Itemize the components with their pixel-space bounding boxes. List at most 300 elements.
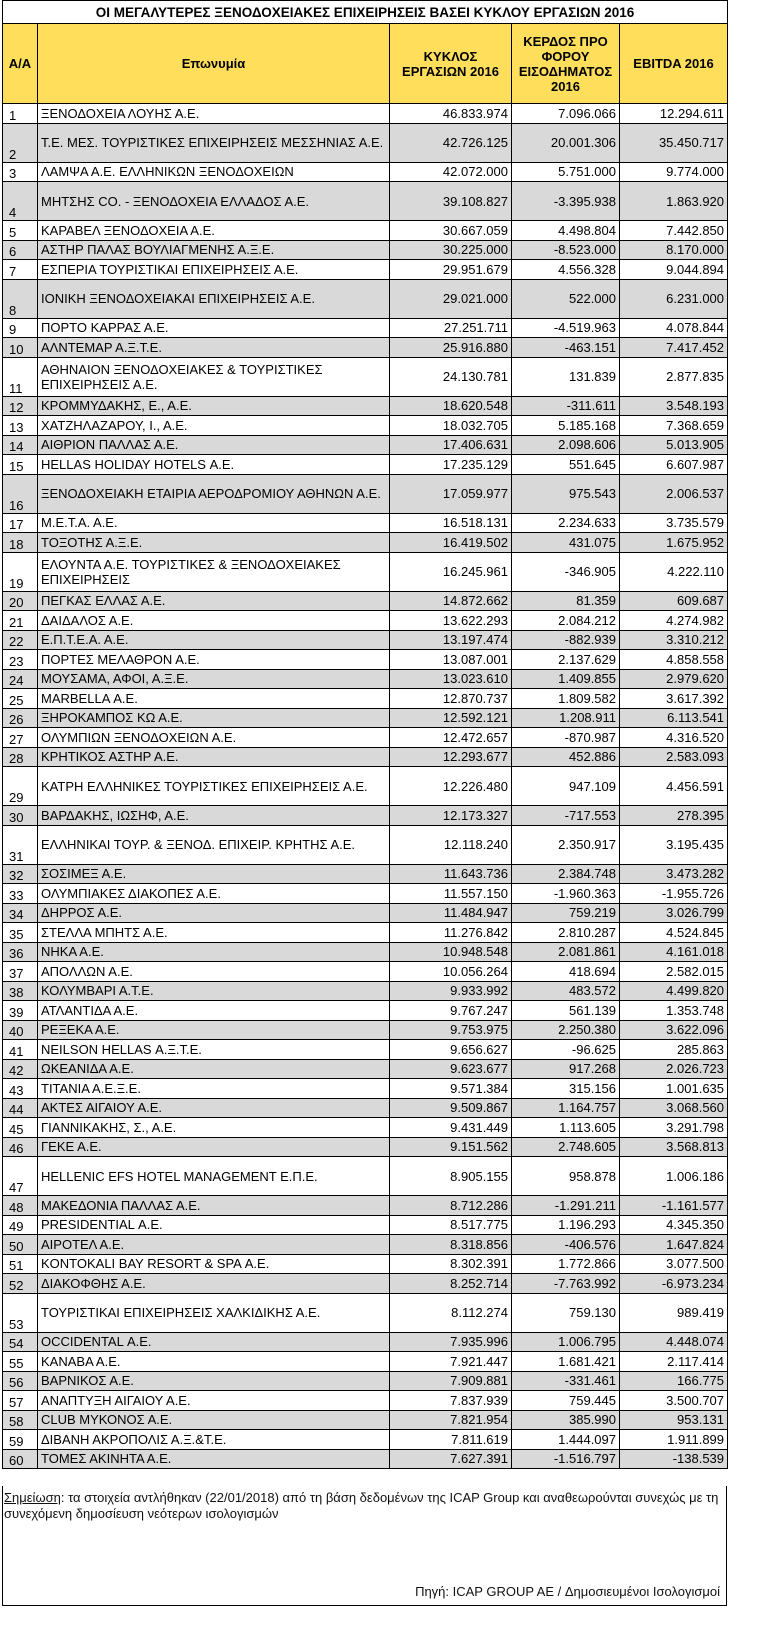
company-name: ΟΛΥΜΠΙΩΝ ΞΕΝΟΔΟΧΕΙΩΝ Α.Ε.: [38, 728, 390, 748]
revenue-value: 12.870.737: [390, 689, 512, 709]
header-index: Α/Α: [3, 24, 38, 104]
company-name: ΞΕΝΟΔΟΧΕΙΑΚΗ ΕΤΑΙΡΙΑ ΑΕΡΟΔΡΟΜΙΟΥ ΑΘΗΝΩΝ Α.Ε.: [38, 474, 390, 513]
company-name: Τ.Ε. ΜΕΣ. ΤΟΥΡΙΣΤΙΚΕΣ ΕΠΙΧΕΙΡΗΣΕΙΣ ΜΕΣΣΗΝΙΑΣ Α.Ε.: [38, 123, 390, 162]
profit-before-tax-value: 1.196.293: [512, 1215, 620, 1235]
revenue-value: 14.872.662: [390, 591, 512, 611]
revenue-value: 11.557.150: [390, 884, 512, 904]
profit-before-tax-value: 131.839: [512, 357, 620, 396]
profit-before-tax-value: 1.164.757: [512, 1098, 620, 1118]
profit-before-tax-value: -346.905: [512, 552, 620, 591]
ebitda-value: -1.955.726: [620, 884, 728, 904]
ebitda-value: 7.368.659: [620, 416, 728, 436]
ebitda-value: 278.395: [620, 806, 728, 826]
table-row: [3, 260, 728, 280]
row-index: 58: [3, 1410, 38, 1430]
table-row: [3, 123, 728, 162]
ebitda-value: 3.735.579: [620, 513, 728, 533]
ebitda-value: 3.617.392: [620, 689, 728, 709]
table-row: [3, 1059, 728, 1079]
table-row: [3, 767, 728, 806]
company-name: ΠΕΓΚΑΣ ΕΛΛΑΣ Α.Ε.: [38, 591, 390, 611]
company-name: ΒΑΡΝΙΚΟΣ Α.Ε.: [38, 1371, 390, 1391]
revenue-value: 24.130.781: [390, 357, 512, 396]
table-row: [3, 1449, 728, 1469]
revenue-value: 7.821.954: [390, 1410, 512, 1430]
profit-before-tax-value: -1.516.797: [512, 1449, 620, 1469]
revenue-value: 13.087.001: [390, 650, 512, 670]
row-index: 32: [3, 864, 38, 884]
row-index: 10: [3, 338, 38, 358]
ebitda-value: 7.417.452: [620, 338, 728, 358]
ebitda-value: 4.858.558: [620, 650, 728, 670]
row-index: 33: [3, 884, 38, 904]
company-name: ΠΟΡΤΕΣ ΜΕΛΑΘΡΟΝ Α.Ε.: [38, 650, 390, 670]
revenue-value: 7.935.996: [390, 1332, 512, 1352]
table-row: [3, 240, 728, 260]
profit-before-tax-value: 1.208.911: [512, 708, 620, 728]
company-name: ΚΑΡΑΒΕΛ ΞΕΝΟΔΟΧΕΙΑ Α.Ε.: [38, 221, 390, 241]
table-row: [3, 1410, 728, 1430]
ebitda-value: 3.077.500: [620, 1254, 728, 1274]
profit-before-tax-value: 1.409.855: [512, 669, 620, 689]
profit-before-tax-value: 1.772.866: [512, 1254, 620, 1274]
table-row: [3, 1118, 728, 1138]
ebitda-value: -1.161.577: [620, 1196, 728, 1216]
company-name: ΝΗΚΑ Α.Ε.: [38, 942, 390, 962]
row-index: 56: [3, 1371, 38, 1391]
ebitda-value: 3.026.799: [620, 903, 728, 923]
profit-before-tax-value: 759.445: [512, 1391, 620, 1411]
profit-before-tax-value: 452.886: [512, 747, 620, 767]
company-name: HELLENIC EFS HOTEL MANAGEMENT Ε.Π.Ε.: [38, 1157, 390, 1196]
profit-before-tax-value: 947.109: [512, 767, 620, 806]
revenue-value: 12.293.677: [390, 747, 512, 767]
table-row: [3, 416, 728, 436]
company-name: ΜΗΤΣΗΣ CO. - ΞΕΝΟΔΟΧΕΙΑ ΕΛΛΑΔΟΣ Α.Ε.: [38, 182, 390, 221]
row-index: 52: [3, 1274, 38, 1294]
row-index: 37: [3, 962, 38, 982]
row-index: 47: [3, 1157, 38, 1196]
ebitda-value: 4.222.110: [620, 552, 728, 591]
profit-before-tax-value: 2.084.212: [512, 611, 620, 631]
row-index: 21: [3, 611, 38, 631]
ebitda-value: 4.316.520: [620, 728, 728, 748]
table-row: [3, 903, 728, 923]
revenue-value: 9.656.627: [390, 1040, 512, 1060]
ebitda-value: 9.774.000: [620, 162, 728, 182]
row-index: 35: [3, 923, 38, 943]
company-name: ΑΘΗΝΑΙΟΝ ΞΕΝΟΔΟΧΕΙΑΚΕΣ & ΤΟΥΡΙΣΤΙΚΕΣ ΕΠΙΧΕΙΡΗΣΕΙΣ Α.Ε.: [38, 357, 390, 396]
table-row: [3, 1274, 728, 1294]
ebitda-value: 285.863: [620, 1040, 728, 1060]
profit-before-tax-value: -406.576: [512, 1235, 620, 1255]
company-name: ΜΟΥΣΑΜΑ, ΑΦΟΙ, Α.Ξ.Ε.: [38, 669, 390, 689]
ebitda-value: 3.548.193: [620, 396, 728, 416]
company-name: ΤΟΥΡΙΣΤΙΚΑΙ ΕΠΙΧΕΙΡΗΣΕΙΣ ΧΑΛΚΙΔΙΚΗΣ Α.Ε.: [38, 1293, 390, 1332]
ebitda-value: 4.499.820: [620, 981, 728, 1001]
profit-before-tax-value: -8.523.000: [512, 240, 620, 260]
profit-before-tax-value: 418.694: [512, 962, 620, 982]
revenue-value: 13.023.610: [390, 669, 512, 689]
profit-before-tax-value: -311.611: [512, 396, 620, 416]
revenue-value: 30.667.059: [390, 221, 512, 241]
row-index: 44: [3, 1098, 38, 1118]
row-index: 5: [3, 221, 38, 241]
company-name: ΞΗΡΟΚΑΜΠΟΣ ΚΩ Α.Ε.: [38, 708, 390, 728]
company-name: ΚΡΗΤΙΚΟΣ ΑΣΤΗΡ Α.Ε.: [38, 747, 390, 767]
table-row: [3, 825, 728, 864]
ebitda-value: 2.979.620: [620, 669, 728, 689]
row-index: 43: [3, 1079, 38, 1099]
profit-before-tax-value: -3.395.938: [512, 182, 620, 221]
row-index: 57: [3, 1391, 38, 1411]
table-row: [3, 1254, 728, 1274]
row-index: 53: [3, 1293, 38, 1332]
revenue-value: 42.726.125: [390, 123, 512, 162]
table-row: [3, 611, 728, 631]
company-name: ΑΝΑΠΤΥΞΗ ΑΙΓΑΙΟΥ Α.Ε.: [38, 1391, 390, 1411]
revenue-value: 16.245.961: [390, 552, 512, 591]
row-index: 13: [3, 416, 38, 436]
revenue-value: 17.059.977: [390, 474, 512, 513]
company-name: ΑΣΤΗΡ ΠΑΛΑΣ ΒΟΥΛΙΑΓΜΕΝΗΣ Α.Ξ.Ε.: [38, 240, 390, 260]
revenue-value: 7.921.447: [390, 1352, 512, 1372]
profit-before-tax-value: -331.461: [512, 1371, 620, 1391]
company-name: ΚΟΛΥΜΒΑΡΙ Α.Τ.Ε.: [38, 981, 390, 1001]
profit-before-tax-value: -1.291.211: [512, 1196, 620, 1216]
revenue-value: 8.302.391: [390, 1254, 512, 1274]
company-name: ΚΑΤΡΗ ΕΛΛΗΝΙΚΕΣ ΤΟΥΡΙΣΤΙΚΕΣ ΕΠΙΧΕΙΡΗΣΕΙΣ Α.Ε.: [38, 767, 390, 806]
revenue-value: 17.235.129: [390, 455, 512, 475]
revenue-value: 46.833.974: [390, 104, 512, 124]
ebitda-value: 6.231.000: [620, 279, 728, 318]
ebitda-value: 1.353.748: [620, 1001, 728, 1021]
table-row: [3, 708, 728, 728]
profit-before-tax-value: 958.878: [512, 1157, 620, 1196]
profit-before-tax-value: 483.572: [512, 981, 620, 1001]
profit-before-tax-value: -717.553: [512, 806, 620, 826]
company-name: OCCIDENTAL Α.Ε.: [38, 1332, 390, 1352]
profit-before-tax-value: -870.987: [512, 728, 620, 748]
revenue-value: 7.811.619: [390, 1430, 512, 1450]
row-index: 14: [3, 435, 38, 455]
table-row: [3, 474, 728, 513]
profit-before-tax-value: 1.681.421: [512, 1352, 620, 1372]
ebitda-value: 8.170.000: [620, 240, 728, 260]
profit-before-tax-value: 4.498.804: [512, 221, 620, 241]
company-name: MARBELLA Α.Ε.: [38, 689, 390, 709]
table-row: [3, 1391, 728, 1411]
table-row: [3, 182, 728, 221]
revenue-value: 9.431.449: [390, 1118, 512, 1138]
profit-before-tax-value: 2.350.917: [512, 825, 620, 864]
table-row: [3, 396, 728, 416]
company-name: ΔΑΙΔΑΛΟΣ Α.Ε.: [38, 611, 390, 631]
company-name: ΑΠΟΛΛΩΝ Α.Ε.: [38, 962, 390, 982]
revenue-value: 8.112.274: [390, 1293, 512, 1332]
company-name: HELLAS HOLIDAY HOTELS Α.Ε.: [38, 455, 390, 475]
table-row: [3, 689, 728, 709]
table-row: [3, 884, 728, 904]
revenue-value: 11.484.947: [390, 903, 512, 923]
profit-before-tax-value: 759.219: [512, 903, 620, 923]
company-name: ΑΤΛΑΝΤΙΔΑ Α.Ε.: [38, 1001, 390, 1021]
profit-before-tax-value: -463.151: [512, 338, 620, 358]
ebitda-value: 953.131: [620, 1410, 728, 1430]
revenue-value: 13.622.293: [390, 611, 512, 631]
row-index: 25: [3, 689, 38, 709]
row-index: 19: [3, 552, 38, 591]
company-name: Ε.Π.Τ.Ε.Α. Α.Ε.: [38, 630, 390, 650]
profit-before-tax-value: 2.250.380: [512, 1020, 620, 1040]
table-row: [3, 747, 728, 767]
profit-before-tax-value: 2.137.629: [512, 650, 620, 670]
profit-before-tax-value: 561.139: [512, 1001, 620, 1021]
profit-before-tax-value: 431.075: [512, 533, 620, 553]
ebitda-value: 989.419: [620, 1293, 728, 1332]
table-row: [3, 1137, 728, 1157]
company-name: ΒΑΡΔΑΚΗΣ, ΙΩΣΗΦ, Α.Ε.: [38, 806, 390, 826]
profit-before-tax-value: 2.081.861: [512, 942, 620, 962]
header-profit-before-tax: ΚΕΡΔΟΣ ΠΡΟ ΦΟΡΟΥ ΕΙΣΟΔΗΜΑΤΟΣ 2016: [512, 24, 620, 104]
ebitda-value: 3.473.282: [620, 864, 728, 884]
revenue-value: 11.643.736: [390, 864, 512, 884]
profit-before-tax-value: 2.810.287: [512, 923, 620, 943]
table-row: [3, 1196, 728, 1216]
row-index: 28: [3, 747, 38, 767]
company-name: ΜΑΚΕΔΟΝΙΑ ΠΑΛΛΑΣ Α.Ε.: [38, 1196, 390, 1216]
ebitda-value: 4.448.074: [620, 1332, 728, 1352]
header-ebitda: EBITDA 2016: [620, 24, 728, 104]
row-index: 38: [3, 981, 38, 1001]
table-row: [3, 435, 728, 455]
table-row: [3, 728, 728, 748]
ebitda-value: -138.539: [620, 1449, 728, 1469]
table-row: [3, 338, 728, 358]
ebitda-value: 1.675.952: [620, 533, 728, 553]
company-name: ΑΛΝΤΕΜΑΡ Α.Ξ.Τ.Ε.: [38, 338, 390, 358]
ebitda-value: 3.500.707: [620, 1391, 728, 1411]
ebitda-value: 2.117.414: [620, 1352, 728, 1372]
row-index: 16: [3, 474, 38, 513]
header-row: [3, 24, 728, 104]
table-row: [3, 1020, 728, 1040]
row-index: 55: [3, 1352, 38, 1372]
revenue-value: 11.276.842: [390, 923, 512, 943]
row-index: 50: [3, 1235, 38, 1255]
revenue-value: 16.518.131: [390, 513, 512, 533]
revenue-value: 18.032.705: [390, 416, 512, 436]
table-row: [3, 162, 728, 182]
source-line: Πηγή: ICAP GROUP AE / Δημοσιευμένοι Ισολογισμοί: [415, 1584, 720, 1599]
footnote-box: [2, 1486, 727, 1606]
revenue-value: 9.571.384: [390, 1079, 512, 1099]
ebitda-value: 3.622.096: [620, 1020, 728, 1040]
revenue-value: 10.056.264: [390, 962, 512, 982]
footnote-label: Σημείωση: [4, 1490, 61, 1505]
table-row: [3, 1430, 728, 1450]
table-row: [3, 1215, 728, 1235]
revenue-value: 12.173.327: [390, 806, 512, 826]
company-name: ΕΣΠΕΡΙΑ ΤΟΥΡΙΣΤΙΚΑΙ ΕΠΙΧΕΙΡΗΣΕΙΣ Α.Ε.: [38, 260, 390, 280]
profit-before-tax-value: 1.444.097: [512, 1430, 620, 1450]
company-name: KONTOKALI BAY RESORT & SPA Α.Ε.: [38, 1254, 390, 1274]
row-index: 48: [3, 1196, 38, 1216]
profit-before-tax-value: 759.130: [512, 1293, 620, 1332]
ranking-table: [2, 0, 728, 1469]
table-row: [3, 981, 728, 1001]
row-index: 1: [3, 104, 38, 124]
ebitda-value: 35.450.717: [620, 123, 728, 162]
ebitda-value: 1.647.824: [620, 1235, 728, 1255]
ebitda-value: 4.078.844: [620, 318, 728, 338]
profit-before-tax-value: 1.113.605: [512, 1118, 620, 1138]
profit-before-tax-value: 20.001.306: [512, 123, 620, 162]
row-index: 12: [3, 396, 38, 416]
table-body: [3, 104, 728, 1469]
revenue-value: 12.226.480: [390, 767, 512, 806]
table-row: [3, 962, 728, 982]
company-name: Μ.Ε.Τ.Α. Α.Ε.: [38, 513, 390, 533]
revenue-value: 8.905.155: [390, 1157, 512, 1196]
row-index: 23: [3, 650, 38, 670]
revenue-value: 7.837.939: [390, 1391, 512, 1411]
footnote: [4, 1490, 722, 1522]
row-index: 34: [3, 903, 38, 923]
revenue-value: 12.472.657: [390, 728, 512, 748]
company-name: ΑΚΤΕΣ ΑΙΓΑΙΟΥ Α.Ε.: [38, 1098, 390, 1118]
revenue-value: 30.225.000: [390, 240, 512, 260]
ebitda-value: 1.863.920: [620, 182, 728, 221]
row-index: 17: [3, 513, 38, 533]
ebitda-value: 4.161.018: [620, 942, 728, 962]
company-name: ΙΟΝΙΚΗ ΞΕΝΟΔΟΧΕΙΑΚΑΙ ΕΠΙΧΕΙΡΗΣΕΙΣ Α.Ε.: [38, 279, 390, 318]
company-name: ΠΟΡΤΟ ΚΑΡΡΑΣ Α.Ε.: [38, 318, 390, 338]
table-row: [3, 513, 728, 533]
ebitda-value: 2.006.537: [620, 474, 728, 513]
ranking-table-container: [2, 0, 727, 1469]
company-name: ΟΛΥΜΠΙΑΚΕΣ ΔΙΑΚΟΠΕΣ Α.Ε.: [38, 884, 390, 904]
row-index: 60: [3, 1449, 38, 1469]
revenue-value: 17.406.631: [390, 435, 512, 455]
ebitda-value: 609.687: [620, 591, 728, 611]
revenue-value: 8.318.856: [390, 1235, 512, 1255]
ebitda-value: 4.456.591: [620, 767, 728, 806]
revenue-value: 9.623.677: [390, 1059, 512, 1079]
row-index: 3: [3, 162, 38, 182]
table-title: ΟΙ ΜΕΓΑΛΥΤΕΡΕΣ ΞΕΝΟΔΟΧΕΙΑΚΕΣ ΕΠΙΧΕΙΡΗΣΕΙΣ ΒΑΣΕΙ ΚΥΚΛΟΥ ΕΡΓΑΣΙΩΝ 2016: [3, 1, 728, 24]
header-company-name: Επωνυμία: [38, 24, 390, 104]
ebitda-value: 3.291.798: [620, 1118, 728, 1138]
company-name: ΕΛΛΗΝΙΚΑΙ ΤΟΥΡ. & ΞΕΝΟΔ. ΕΠΙΧΕΙΡ. ΚΡΗΤΗΣ Α.Ε.: [38, 825, 390, 864]
profit-before-tax-value: 385.990: [512, 1410, 620, 1430]
row-index: 9: [3, 318, 38, 338]
company-name: ΕΛΟΥΝΤΑ Α.Ε. ΤΟΥΡΙΣΤΙΚΕΣ & ΞΕΝΟΔΟΧΕΙΑΚΕΣ ΕΠΙΧΕΙΡΗΣΕΙΣ: [38, 552, 390, 591]
ebitda-value: 2.026.723: [620, 1059, 728, 1079]
table-row: [3, 318, 728, 338]
revenue-value: 9.151.562: [390, 1137, 512, 1157]
row-index: 4: [3, 182, 38, 221]
row-index: 51: [3, 1254, 38, 1274]
profit-before-tax-value: 1.006.795: [512, 1332, 620, 1352]
revenue-value: 39.108.827: [390, 182, 512, 221]
row-index: 54: [3, 1332, 38, 1352]
row-index: 30: [3, 806, 38, 826]
row-index: 36: [3, 942, 38, 962]
ebitda-value: 1.911.899: [620, 1430, 728, 1450]
table-row: [3, 1157, 728, 1196]
profit-before-tax-value: 2.098.606: [512, 435, 620, 455]
profit-before-tax-value: 551.645: [512, 455, 620, 475]
revenue-value: 10.948.548: [390, 942, 512, 962]
table-row: [3, 221, 728, 241]
company-name: ΓΙΑΝΝΙΚΑΚΗΣ, Σ., Α.Ε.: [38, 1118, 390, 1138]
table-row: [3, 630, 728, 650]
ebitda-value: 3.568.813: [620, 1137, 728, 1157]
revenue-value: 16.419.502: [390, 533, 512, 553]
table-row: [3, 650, 728, 670]
profit-before-tax-value: -96.625: [512, 1040, 620, 1060]
revenue-value: 8.517.775: [390, 1215, 512, 1235]
company-name: ΤΟΜΕΣ ΑΚΙΝΗΤΑ Α.Ε.: [38, 1449, 390, 1469]
company-name: ΤΙΤΑΝΙΑ Α.Ε.Ξ.Ε.: [38, 1079, 390, 1099]
profit-before-tax-value: 2.384.748: [512, 864, 620, 884]
table-row: [3, 806, 728, 826]
revenue-value: 29.021.000: [390, 279, 512, 318]
ebitda-value: 4.524.845: [620, 923, 728, 943]
profit-before-tax-value: 2.748.605: [512, 1137, 620, 1157]
row-index: 18: [3, 533, 38, 553]
revenue-value: 29.951.679: [390, 260, 512, 280]
company-name: ΔΙΑΚΟΦΘΗΣ Α.Ε.: [38, 1274, 390, 1294]
table-row: [3, 357, 728, 396]
row-index: 31: [3, 825, 38, 864]
ebitda-value: 4.274.982: [620, 611, 728, 631]
revenue-value: 25.916.880: [390, 338, 512, 358]
row-index: 29: [3, 767, 38, 806]
row-index: 26: [3, 708, 38, 728]
ebitda-value: 4.345.350: [620, 1215, 728, 1235]
row-index: 2: [3, 123, 38, 162]
company-name: ΛΑΜΨΑ Α.Ε. ΕΛΛΗΝΙΚΩΝ ΞΕΝΟΔΟΧΕΙΩΝ: [38, 162, 390, 182]
company-name: NEILSON HELLAS Α.Ξ.Τ.Ε.: [38, 1040, 390, 1060]
profit-before-tax-value: 2.234.633: [512, 513, 620, 533]
revenue-value: 13.197.474: [390, 630, 512, 650]
profit-before-tax-value: 7.096.066: [512, 104, 620, 124]
row-index: 22: [3, 630, 38, 650]
profit-before-tax-value: -882.939: [512, 630, 620, 650]
row-index: 6: [3, 240, 38, 260]
profit-before-tax-value: 917.268: [512, 1059, 620, 1079]
row-index: 45: [3, 1118, 38, 1138]
revenue-value: 9.753.975: [390, 1020, 512, 1040]
company-name: ΧΑΤΖΗΛΑΖΑΡΟΥ, Ι., Α.Ε.: [38, 416, 390, 436]
ebitda-value: -6.973.234: [620, 1274, 728, 1294]
table-row: [3, 1352, 728, 1372]
ebitda-value: 1.006.186: [620, 1157, 728, 1196]
company-name: ΑΙΘΡΙΟΝ ΠΑΛΛΑΣ Α.Ε.: [38, 435, 390, 455]
revenue-value: 9.767.247: [390, 1001, 512, 1021]
row-index: 59: [3, 1430, 38, 1450]
revenue-value: 18.620.548: [390, 396, 512, 416]
profit-before-tax-value: 4.556.328: [512, 260, 620, 280]
row-index: 46: [3, 1137, 38, 1157]
company-name: ΔΙΒΑΝΗ ΑΚΡΟΠΟΛΙΣ Α.Ξ.&Τ.Ε.: [38, 1430, 390, 1450]
revenue-value: 12.592.121: [390, 708, 512, 728]
company-name: ΚΡΟΜΜΥΔΑΚΗΣ, Ε., Α.Ε.: [38, 396, 390, 416]
ebitda-value: 2.877.835: [620, 357, 728, 396]
company-name: ΣΤΕΛΛΑ ΜΠΗΤΣ Α.Ε.: [38, 923, 390, 943]
